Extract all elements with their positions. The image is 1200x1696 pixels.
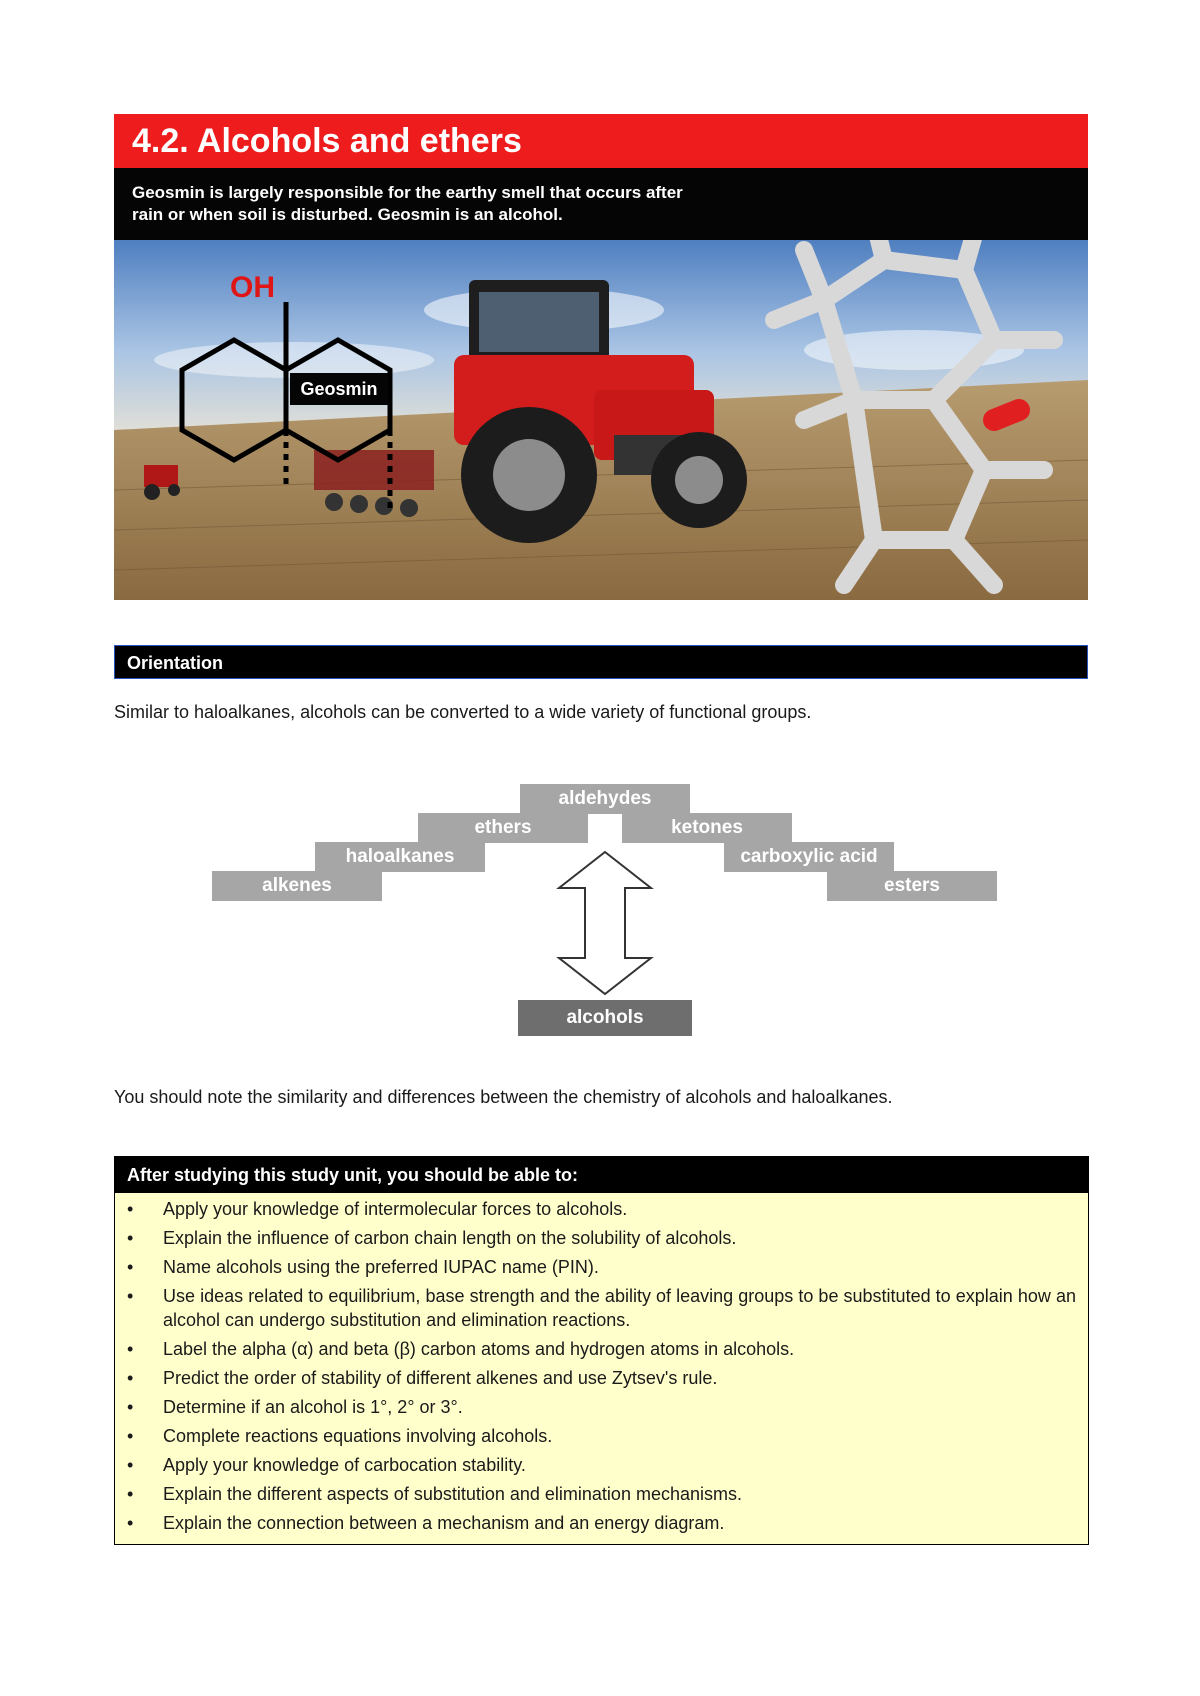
group-alkenes: alkenes [212, 871, 382, 901]
center-alcohols: alcohols [518, 1000, 692, 1036]
group-haloalkanes: haloalkanes [315, 842, 485, 872]
banner-caption-line-2: rain or when soil is disturbed. Geosmin is an alcohol. [132, 205, 563, 224]
bullet-icon: • [127, 1484, 134, 1504]
banner-caption-line-1: Geosmin is largely responsible for the earthy smell that occurs after [132, 183, 683, 202]
group-aldehydes: aldehydes [520, 784, 690, 814]
objectives-list [115, 1193, 1088, 1544]
list-item: • Explain the influence of carbon chain length on the solubility of alcohols. [127, 1228, 737, 1248]
group-esters: esters [827, 871, 997, 901]
bullet-icon: • [127, 1339, 134, 1359]
bullet-icon: • [127, 1513, 134, 1533]
list-item: • Name alcohols using the preferred IUPAC name (PIN). [127, 1257, 599, 1277]
bullet-icon: • [127, 1228, 134, 1248]
bullet-icon: • [127, 1397, 134, 1417]
list-item: • Determine if an alcohol is 1°, 2° or 3°. [127, 1397, 463, 1417]
banner-caption [114, 168, 1088, 240]
objectives-header: After studying this study unit, you should be able to: [115, 1157, 1088, 1193]
group-ethers: ethers [418, 813, 588, 843]
bullet-icon: • [127, 1199, 134, 1219]
learning-objectives [114, 1156, 1089, 1545]
geosmin-label: Geosmin [290, 373, 388, 405]
group-carboxylic-acid: carboxylic acid [724, 842, 894, 872]
bullet-icon: • [127, 1426, 134, 1446]
list-item: • Label the alpha (α) and beta (β) carbon atoms and hydrogen atoms in alcohols. [127, 1339, 795, 1359]
orientation-intro: Similar to haloalkanes, alcohols can be converted to a wide variety of functional groups. [114, 702, 812, 722]
list-item: • Apply your knowledge of intermolecular forces to alcohols. [127, 1199, 628, 1219]
bullet-icon: • [127, 1286, 134, 1306]
list-item: • Complete reactions equations involving alcohols. [127, 1426, 553, 1446]
chapter-title: 4.2. Alcohols and ethers [114, 114, 1088, 168]
group-ketones: ketones [622, 813, 792, 843]
bullet-icon: • [127, 1257, 134, 1277]
header-banner [114, 114, 1088, 600]
orientation-header: Orientation [114, 645, 1088, 679]
bullet-icon: • [127, 1455, 134, 1475]
orientation-note: You should note the similarity and differences between the chemistry of alcohols and haloalkanes. [114, 1087, 893, 1107]
list-item: • Use ideas related to equilibrium, base strength and the ability of leaving groups to be substituted to explain how an alcohol can undergo substitution and elimination reactions. [127, 1286, 1076, 1330]
list-item: • Explain the different aspects of substitution and elimination mechanisms. [127, 1484, 742, 1504]
list-item: • Predict the order of stability of different alkenes and use Zytsev's rule. [127, 1368, 718, 1388]
list-item: • Explain the connection between a mechanism and an energy diagram. [127, 1513, 725, 1533]
hydroxyl-label: OH [230, 271, 275, 304]
bullet-icon: • [127, 1368, 134, 1388]
list-item: • Apply your knowledge of carbocation stability. [127, 1455, 526, 1475]
conversion-diagram [0, 770, 1200, 1050]
double-arrow-icon [555, 850, 655, 996]
